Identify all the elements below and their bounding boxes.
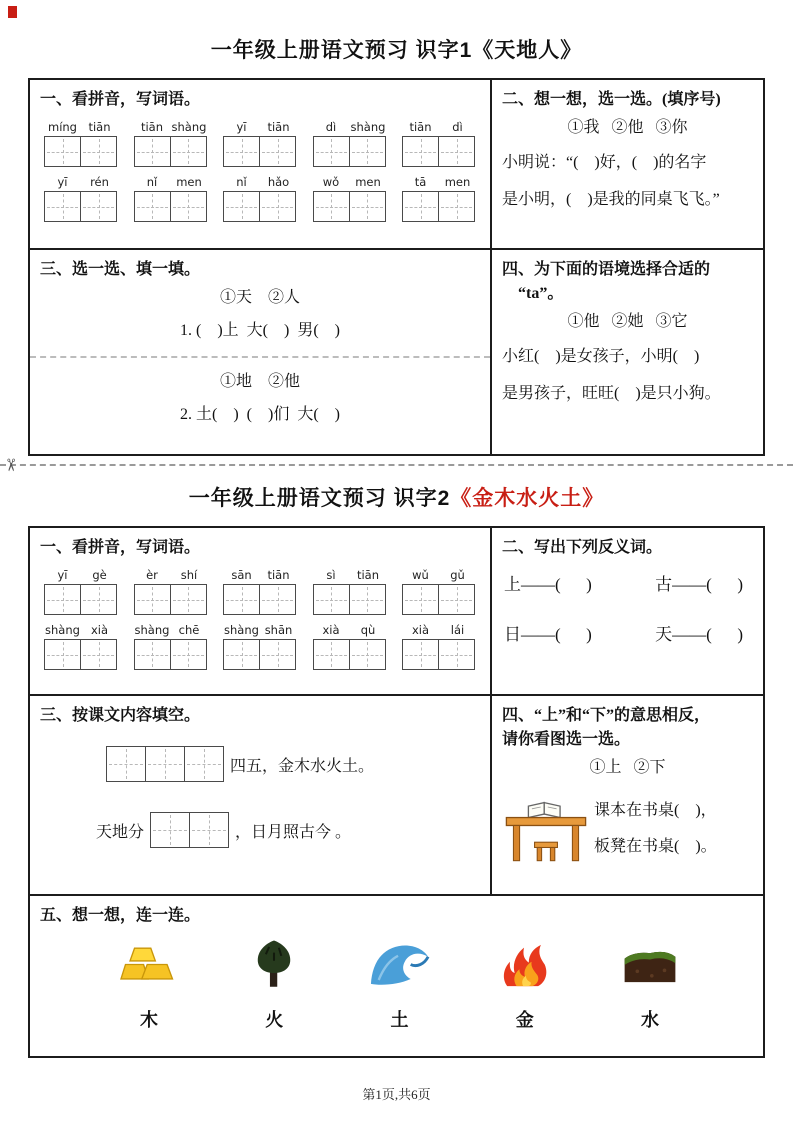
writing-grid-cell [80, 639, 117, 670]
cut-line [0, 457, 793, 473]
pinyin-word-group [402, 567, 476, 615]
writing-grid-cell [402, 191, 439, 222]
corner-mark [8, 6, 17, 18]
pinyin-syllable: dì [452, 120, 463, 134]
blank-grid-cell [145, 746, 185, 782]
pinyin-syllable: xià [322, 623, 340, 637]
pinyin-syllable: shàng [45, 623, 80, 637]
pinyin-word-row [40, 174, 480, 222]
writing-grid-cell [313, 191, 350, 222]
s1-q4-options: ①他 ②她 ③它 [567, 313, 688, 330]
writing-grid-cell [349, 639, 386, 670]
worksheet-1-title [28, 34, 765, 64]
match-label: 火 [265, 1010, 284, 1030]
s2-question-4 [492, 696, 763, 896]
pinyin-word-row [40, 567, 480, 615]
writing-grid-cell [259, 191, 296, 222]
s1-q3-options-2: ①地 ②他 [219, 373, 300, 390]
pinyin-word-group [223, 119, 297, 167]
pinyin-word-group [134, 119, 208, 167]
s2-question-3 [30, 696, 492, 896]
pinyin-syllable: shān [264, 623, 293, 637]
pinyin-word-group [134, 622, 208, 670]
pinyin-word-group [402, 622, 476, 670]
worksheet-2-title [28, 482, 765, 512]
writing-grid-cell [134, 639, 171, 670]
pinyin-syllable: men [355, 175, 381, 189]
s1-q2-heading: 二、想一想，选一选。(填序号) [502, 91, 721, 108]
fire-icon [495, 936, 555, 992]
pinyin-syllable: èr [146, 568, 158, 582]
fill-in-line-2 [96, 812, 480, 848]
s1-q4-heading-line2: “ta”。 [518, 285, 564, 302]
answer-grid [150, 812, 229, 848]
s1-question-3 [30, 250, 492, 454]
scissors-icon: ✂ [0, 457, 21, 473]
writing-grid-cell [223, 639, 260, 670]
pinyin-syllable: chē [178, 623, 200, 637]
pinyin-word-group [44, 622, 118, 670]
pinyin-word-group [223, 622, 297, 670]
s1-q2-options: ①我 ②他 ③你 [567, 119, 688, 136]
pinyin-syllable: tiān [356, 568, 380, 582]
s1-question-2 [492, 80, 763, 250]
match-item-soil [611, 936, 689, 1032]
writing-grid-cell [349, 136, 386, 167]
match-label: 水 [641, 1010, 659, 1030]
pinyin-syllable: nǐ [146, 175, 158, 189]
writing-grid-cell [223, 584, 260, 615]
s1-q2-line: 是小明，( )是我的同桌飞飞。” [502, 191, 720, 208]
pinyin-syllable: men [444, 175, 471, 189]
writing-grid-cell [438, 191, 475, 222]
worksheet-1-title-text: 一年级上册语文预习 识字1《天地人》 [210, 39, 583, 62]
fill-text: 四五，金木水火土。 [230, 757, 375, 775]
desk-figure-row [502, 792, 753, 866]
desk-caption [594, 793, 717, 865]
pinyin-syllable: xià [90, 623, 109, 637]
pinyin-syllable: gè [92, 568, 107, 582]
s2-q5-heading: 五、想一想，连一连。 [40, 907, 201, 924]
pinyin-syllable: tiān [267, 120, 290, 134]
pinyin-word-group [134, 567, 208, 615]
writing-grid-cell [259, 136, 296, 167]
writing-grid-cell [134, 136, 171, 167]
matching-row [40, 928, 753, 1032]
pinyin-syllable: nǐ [236, 175, 247, 189]
writing-grid-cell [170, 191, 207, 222]
s1-q4-line: 小红( )是女孩子，小明( ) [502, 348, 700, 365]
dashed-divider [30, 356, 490, 358]
pinyin-syllable: hǎo [267, 175, 290, 189]
writing-grid-cell [313, 584, 350, 615]
s2-question-2 [492, 528, 763, 696]
writing-grid-cell [80, 191, 117, 222]
s2-question-1 [30, 528, 492, 696]
writing-grid-cell [80, 584, 117, 615]
match-label: 金 [515, 1010, 534, 1030]
pinyin-word-group [313, 622, 387, 670]
s1-q3-line-1: 1. ( )上 大( ) 男( ) [180, 322, 340, 339]
page-footer: 第1页,共6页 [362, 1087, 431, 1102]
water-wave-icon [369, 936, 431, 992]
pinyin-syllable: tiān [409, 120, 432, 134]
writing-grid-cell [349, 191, 386, 222]
pinyin-syllable: dì [325, 120, 337, 134]
worksheet-1-table [28, 78, 765, 456]
s2-q2-heading: 二、写出下列反义词。 [502, 539, 663, 556]
antonym-pair: 上——( ) [504, 575, 592, 594]
pinyin-syllable: tiān [267, 568, 290, 582]
pinyin-syllable: shàng [350, 120, 386, 134]
s1-q3-options-1: ①天 ②人 [219, 289, 300, 306]
pinyin-syllable: shàng [134, 623, 170, 637]
writing-grid-cell [402, 136, 439, 167]
s2-q4-heading-line2: 请你看图选一选。 [502, 731, 631, 748]
writing-grid-cell [170, 639, 207, 670]
blank-grid-cell [150, 812, 190, 848]
writing-grid-cell [44, 191, 81, 222]
writing-grid-cell [349, 584, 386, 615]
pinyin-syllable: shàng [224, 623, 259, 637]
pinyin-syllable: tiān [88, 120, 111, 134]
writing-grid-cell [259, 639, 296, 670]
writing-grid-cell [44, 136, 81, 167]
blank-grid-cell [106, 746, 146, 782]
pinyin-word-group [402, 119, 476, 167]
antonym-pair: 古——( ) [655, 575, 743, 594]
s1-q3-heading: 三、选一选、填一填。 [40, 261, 201, 278]
s1-q1-heading: 一、看拼音，写词语。 [40, 91, 201, 108]
pinyin-syllable: tiān [140, 120, 164, 134]
pinyin-word-group [44, 567, 118, 615]
s1-q4-heading-line1: 四、为下面的语境选择合适的 [502, 261, 711, 278]
pinyin-syllable: xià [411, 623, 430, 637]
tree-icon [248, 936, 300, 992]
fill-text: ，日月照古今 。 [235, 823, 352, 841]
pinyin-syllable: rén [90, 175, 109, 189]
antonym-pair: 日——( ) [504, 625, 592, 644]
match-item-tree [235, 936, 313, 1032]
match-item-water [361, 936, 439, 1032]
antonym-pair: 天——( ) [655, 625, 743, 644]
writing-grid-cell [80, 136, 117, 167]
writing-grid-cell [134, 584, 171, 615]
writing-grid-cell [134, 191, 171, 222]
pinyin-syllable: qù [360, 623, 376, 637]
pinyin-word-group [44, 119, 118, 167]
s1-q4-line: 是男孩子，旺旺( )是只小狗。 [502, 385, 721, 402]
pinyin-syllable: men [176, 175, 202, 189]
writing-grid-cell [223, 136, 260, 167]
fill-text: 天地分 [96, 823, 145, 841]
pinyin-syllable: wǒ [322, 175, 340, 189]
s2-q4-options: ①上 ②下 [589, 759, 666, 776]
pinyin-syllable: sān [231, 568, 252, 582]
s2-q4-heading-line1: 四、“上”和“下”的意思相反， [502, 707, 711, 724]
match-item-gold [110, 936, 188, 1032]
writing-grid-cell [44, 584, 81, 615]
pinyin-syllable: míng [48, 120, 77, 134]
pinyin-word-row [40, 119, 480, 167]
pinyin-syllable: yī [57, 175, 68, 189]
blank-grid-cell [184, 746, 224, 782]
match-item-fire [486, 936, 564, 1032]
s2-q1-heading: 一、看拼音，写词语。 [40, 539, 201, 556]
writing-grid-cell [438, 639, 475, 670]
pinyin-word-group [402, 174, 476, 222]
writing-grid-cell [170, 136, 207, 167]
s2-q3-heading: 三、按课文内容填空。 [40, 707, 201, 724]
writing-grid-cell [170, 584, 207, 615]
pinyin-word-group [134, 174, 208, 222]
desk-icon [502, 792, 590, 866]
s1-question-4 [492, 250, 763, 454]
s1-q3-line-2: 2. 土( ) ( )们 大( ) [180, 406, 340, 423]
pinyin-word-row [40, 622, 480, 670]
pinyin-syllable: lái [450, 623, 465, 637]
pinyin-syllable: gǔ [450, 568, 465, 582]
pinyin-word-group [313, 174, 387, 222]
worksheet-2-title-prefix: 一年级上册语文预习 识字2 [188, 487, 451, 510]
pinyin-word-group [44, 174, 118, 222]
pinyin-syllable: shí [180, 568, 198, 582]
s1-question-1 [30, 80, 492, 250]
fill-in-line-1 [106, 746, 480, 782]
s2-q4-line: 课本在书桌( )， [594, 802, 717, 819]
s1-q2-line: 小明说：“( )好，( )的名字 [502, 154, 707, 171]
pinyin-syllable: yī [57, 568, 68, 582]
writing-grid-cell [259, 584, 296, 615]
pinyin-syllable: shàng [171, 120, 207, 134]
writing-grid-cell [402, 584, 439, 615]
writing-grid-cell [402, 639, 439, 670]
pinyin-word-group [313, 119, 387, 167]
pinyin-word-group [223, 567, 297, 615]
gold-bars-icon [120, 936, 178, 992]
answer-grid [106, 746, 224, 782]
worksheet-2-table [28, 526, 765, 1058]
pinyin-syllable: tā [414, 175, 427, 189]
pinyin-syllable: sì [326, 568, 336, 582]
worksheet-2-title-book: 《金木水火土》 [450, 487, 605, 510]
writing-grid-cell [438, 136, 475, 167]
s2-q4-line: 板凳在书桌( )。 [594, 838, 717, 855]
pinyin-syllable: wǔ [412, 568, 429, 582]
s2-question-5 [30, 896, 763, 1056]
writing-grid-cell [313, 136, 350, 167]
pinyin-syllable: yī [236, 120, 247, 134]
writing-grid-cell [44, 639, 81, 670]
writing-grid-cell [223, 191, 260, 222]
match-label: 土 [390, 1010, 409, 1030]
pinyin-word-group [223, 174, 297, 222]
match-label: 木 [140, 1010, 158, 1030]
writing-grid-cell [313, 639, 350, 670]
antonym-line [502, 610, 753, 660]
antonym-line [502, 560, 753, 610]
soil-icon [621, 936, 679, 992]
pinyin-word-group [313, 567, 387, 615]
blank-grid-cell [189, 812, 229, 848]
writing-grid-cell [438, 584, 475, 615]
